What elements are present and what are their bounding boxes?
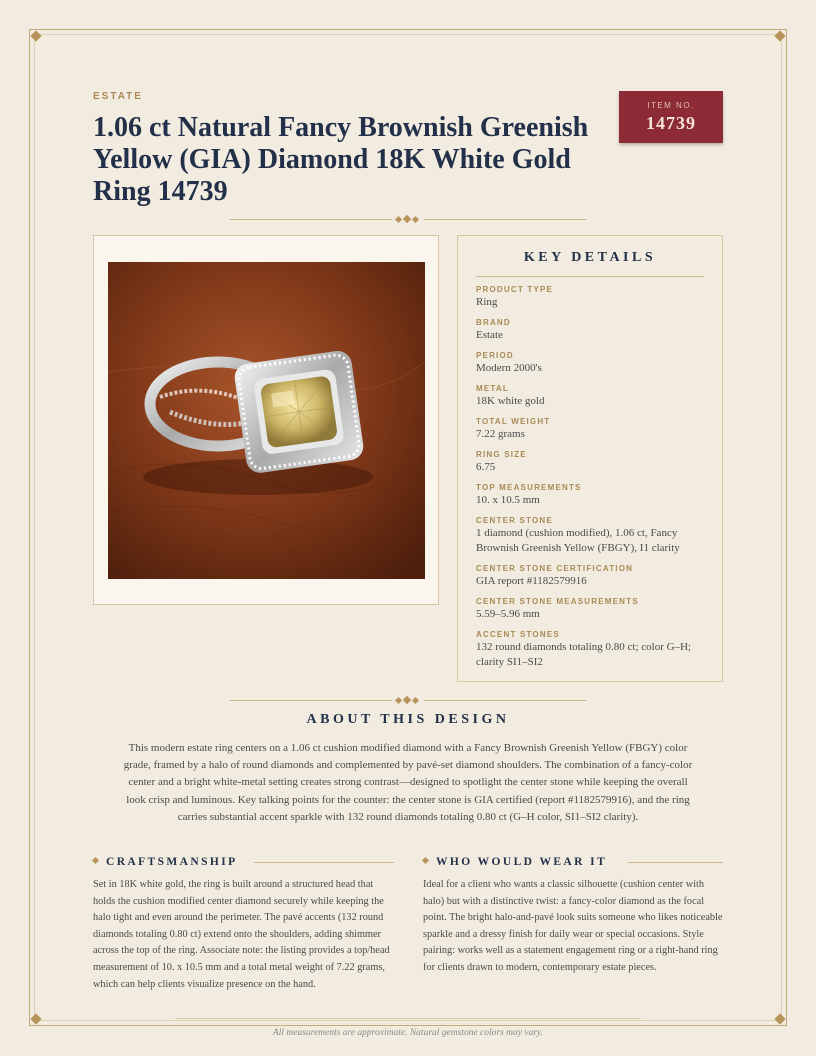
key-detail-row [476, 351, 704, 376]
diamond-bullet-icon [422, 857, 429, 864]
key-details-heading: KEY DETAILS [523, 250, 657, 265]
key-detail-row [476, 630, 704, 670]
item-number-badge [619, 91, 723, 143]
ring-photo[interactable] [108, 262, 425, 579]
key-detail-value: 7.22 grams [476, 428, 525, 440]
key-detail-row [476, 516, 704, 556]
item-number-value: 14739 [646, 113, 696, 133]
product-photo-card [93, 235, 439, 605]
key-detail-row [476, 384, 704, 409]
key-detail-row [476, 564, 704, 589]
key-detail-value: Ring [476, 296, 498, 308]
key-detail-label: BRAND [476, 318, 511, 327]
who-would-wear-heading [423, 856, 607, 868]
key-detail-row [476, 417, 704, 442]
key-detail-value: GIA report #1182579916 [476, 575, 587, 587]
diamond-bullet-icon [92, 857, 99, 864]
key-detail-row [476, 597, 704, 622]
craftsmanship-heading-label: CRAFTSMANSHIP [106, 856, 238, 868]
ring-image [108, 262, 425, 579]
key-detail-label: PRODUCT TYPE [476, 285, 554, 294]
key-detail-value: Modern 2000's [476, 362, 542, 374]
who-would-wear-heading-label: WHO WOULD WEAR IT [436, 856, 608, 868]
craftsmanship-text: Set in 18K white gold, the ring is built around a structured head that holds the cushion modified center diamond securely while keeping the halo tight and even around the perimeter. The pavé accents (132 round diamonds totaling 0.80 ct) extend onto the shoulders, adding shimmer across the top of the ring. Associate note: the listing provides a top/head measurement of 10. x 10.5 mm and a total metal weight of 7.22 grams, which can help clients visualize presence on the hand. [93, 879, 390, 990]
key-detail-value: 5.59–5.96 mm [476, 608, 540, 620]
key-detail-label: ACCENT STONES [476, 630, 560, 639]
about-text: This modern estate ring centers on a 1.06 ct cushion modified diamond with a Fancy Brownish Greenish Yellow (FBGY) color grade, framed by a halo of round diamonds and complemented by pavé-set diamond shoulders. The combination of a fancy-color center and a bright white-metal setting creates strong contrast—designed to spotlight the center stone while keeping the overall look crisp and luminous. Key talking points for the counter: the center stone is GIA certified (report #1182579916), and the ring carries substantial accent sparkle with 132 round diamonds totaling 0.80 ct (G–H color, SI1–SI2 clarity). [123, 742, 693, 823]
key-detail-label: RING SIZE [476, 450, 527, 459]
title-divider [230, 215, 586, 225]
key-detail-label: PERIOD [476, 351, 514, 360]
key-details-list [458, 285, 722, 670]
key-detail-label: TOTAL WEIGHT [476, 417, 551, 426]
eyebrow-label: ESTATE [93, 91, 143, 102]
item-number-label: ITEM NO. [647, 101, 695, 110]
craftsmanship-heading [93, 856, 238, 868]
who-would-wear-rule [628, 862, 723, 863]
key-detail-value: 1 diamond (cushion modified), 1.06 ct, Fancy Brownish Greenish Yellow (FBGY), I1 clarity [476, 527, 680, 554]
key-detail-label: CENTER STONE [476, 516, 553, 525]
key-detail-label: TOP MEASUREMENTS [476, 483, 582, 492]
key-detail-row [476, 318, 704, 343]
key-detail-label: METAL [476, 384, 509, 393]
craftsmanship-rule [254, 862, 394, 863]
key-detail-value: 10. x 10.5 mm [476, 494, 540, 506]
about-divider [230, 696, 586, 706]
who-would-wear-text: Ideal for a client who wants a classic silhouette (cushion center with halo) but with a distinctive twist: a fancy-color diamond as the focal point. The bright halo-and-pavé look suits someone who likes noticeable sparkle and a dressy finish for daily wear or special occasions. Style pairing: works well as a statement engagement ring or a right-hand ring for clients drawn to modern, contemporary estate pieces. [423, 879, 723, 973]
footer-disclaimer: All measurements are approximate. Natural gemstone colors may vary. [272, 1028, 544, 1038]
key-detail-row [476, 285, 704, 310]
key-detail-row [476, 450, 704, 475]
key-detail-value: 132 round diamonds totaling 0.80 ct; color G–H; clarity SI1–SI2 [476, 641, 692, 668]
key-detail-value: 6.75 [476, 461, 496, 473]
key-detail-label: CENTER STONE CERTIFICATION [476, 564, 634, 573]
page-title: 1.06 ct Natural Fancy Brownish Greenish Yellow (GIA) Diamond 18K White Gold Ring 14739 [93, 112, 589, 207]
footer-rule [175, 1014, 641, 1024]
key-detail-value: Estate [476, 329, 503, 341]
key-detail-label: CENTER STONE MEASUREMENTS [476, 597, 639, 606]
key-detail-row [476, 483, 704, 508]
about-heading: ABOUT THIS DESIGN [306, 712, 510, 727]
key-detail-value: 18K white gold [476, 395, 545, 407]
key-details-panel [457, 235, 723, 682]
key-details-rule [476, 276, 704, 277]
